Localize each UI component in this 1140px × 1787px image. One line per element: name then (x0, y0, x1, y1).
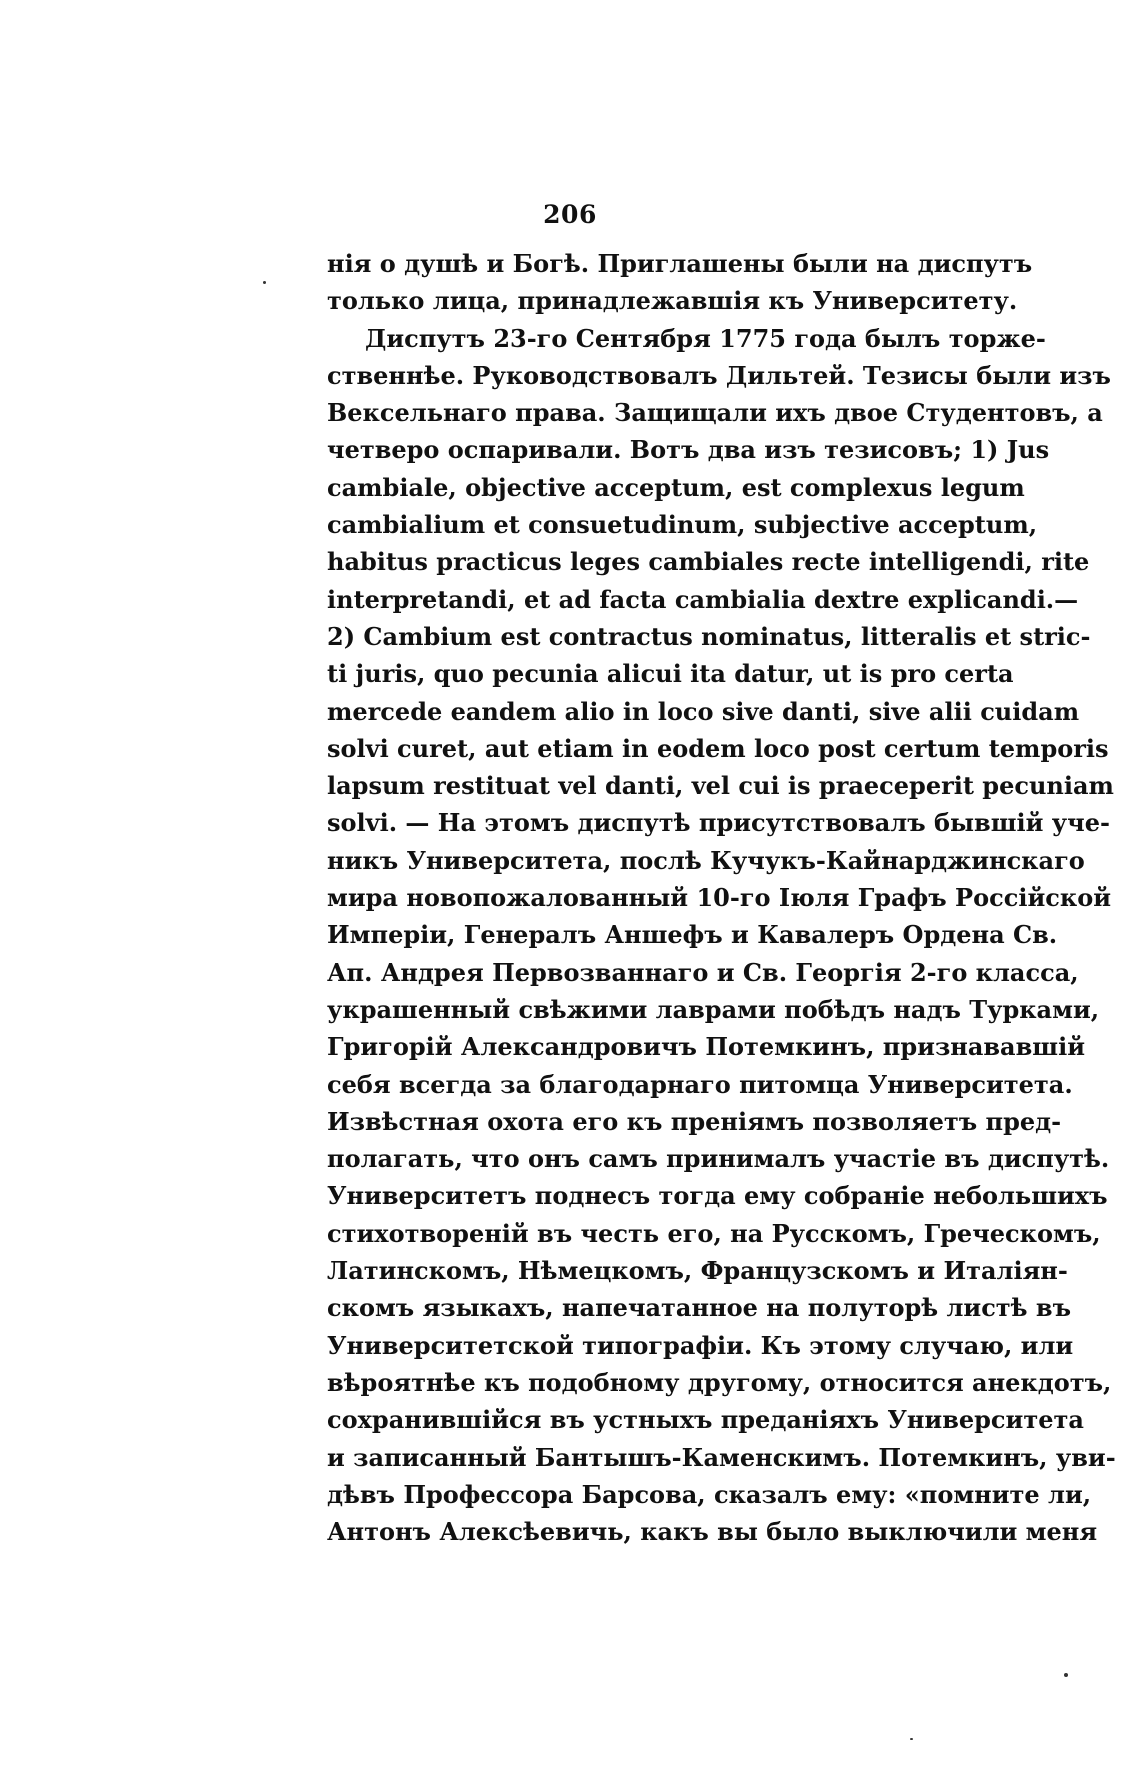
text-line: украшенный свѣжими лаврами побѣдъ надъ Турками, (327, 994, 1100, 1024)
text-line: Ап. Андрея Первозваннаго и Св. Георгія 2-го класса, (327, 957, 1079, 987)
text-line: Латинскомъ, Нѣмецкомъ, Французскомъ и Италіян- (327, 1256, 1068, 1286)
text-line: скомъ языкахъ, напечатанное на полуторѣ листѣ въ (327, 1293, 1071, 1323)
text-line: сохранившійся въ устныхъ преданіяхъ Университета (327, 1405, 1084, 1435)
text-line: ственнѣе. Руководствовалъ Дильтей. Тезисы были изъ (327, 360, 1111, 390)
text-line: lapsum restituat vel danti, vel cui is praeceperit pecuniam (327, 771, 1114, 801)
text-line: Университетъ поднесъ тогда ему собраніе небольшихъ (327, 1181, 1108, 1211)
text-line: cambialium et consuetudinum, subjective acceptum, (327, 510, 1038, 540)
text-line: Григорій Александровичъ Потемкинъ, признававшій (327, 1032, 1085, 1062)
text-line: interpretandi, et ad facta cambialia dextre explicandi.— (327, 584, 1079, 614)
scan-speck (263, 281, 266, 284)
text-line: полагать, что онъ самъ принималъ участіе въ диспутѣ. (327, 1144, 1110, 1174)
text-line: четверо оспаривали. Вотъ два изъ тезисовъ; 1) Jus (327, 435, 1050, 465)
text-line: Антонъ Алексѣевичь, какъ вы было выключили меня (327, 1517, 1098, 1547)
text-line: дѣвъ Профессора Барсова, сказалъ ему: «помните ли, (327, 1479, 1092, 1509)
text-line: Извѣстная охота его къ преніямъ позволяетъ пред- (327, 1106, 1062, 1136)
text-line: стихотвореній въ честь его, на Русскомъ, Греческомъ, (327, 1218, 1101, 1248)
text-line: нія о душѣ и Богѣ. Приглашены были на диспутъ (327, 249, 1033, 278)
text-line: и записанный Бантышъ-Каменскимъ. Потемкинъ, уви- (327, 1442, 1116, 1472)
paragraph-start-line: Диспутъ 23-го Сентября 1775 года былъ торже- (365, 323, 1046, 353)
page-number: 206 (543, 200, 597, 229)
text-line: никъ Университета, послѣ Кучукъ-Кайнарджинскаго (327, 845, 1085, 875)
text-line: 2) Cambium est contractus nominatus, litteralis et stric- (327, 621, 1091, 651)
text-line: cambiale, objective acceptum, est complexus legum (327, 472, 1025, 502)
body-text (327, 245, 1116, 1550)
text-line: solvi curet, aut etiam in eodem loco post certum temporis (327, 733, 1109, 763)
text-line: только лица, принадлежавшія къ Университету. (327, 286, 1018, 316)
text-line: ti juris, quo pecunia alicui ita datur, ut is pro certa (327, 659, 1014, 689)
text-line: Университетской типографіи. Къ этому случаю, или (327, 1330, 1074, 1360)
text-line: habitus practicus leges cambiales recte intelligendi, rite (327, 547, 1090, 577)
text-line: Имперіи, Генералъ Аншефъ и Кавалеръ Ордена Св. (327, 920, 1058, 950)
text-line: себя всегда за благодарнаго питомца Университета. (327, 1069, 1073, 1099)
scan-speck (1064, 1673, 1068, 1677)
text-line: mercede eandem alio in loco sive danti, sive alii cuidam (327, 696, 1080, 726)
text-line: solvi. — На этомъ диспутѣ присутствовалъ бывшій уче- (327, 808, 1110, 838)
text-line: мира новопожалованный 10-го Іюля Графъ Россійской (327, 883, 1111, 913)
text-line: вѣроятнѣе къ подобному другому, относится анекдотъ, (327, 1367, 1112, 1397)
text-line: Вексельнаго права. Защищали ихъ двое Студентовъ, а (327, 398, 1103, 428)
scan-speck (910, 1738, 913, 1740)
